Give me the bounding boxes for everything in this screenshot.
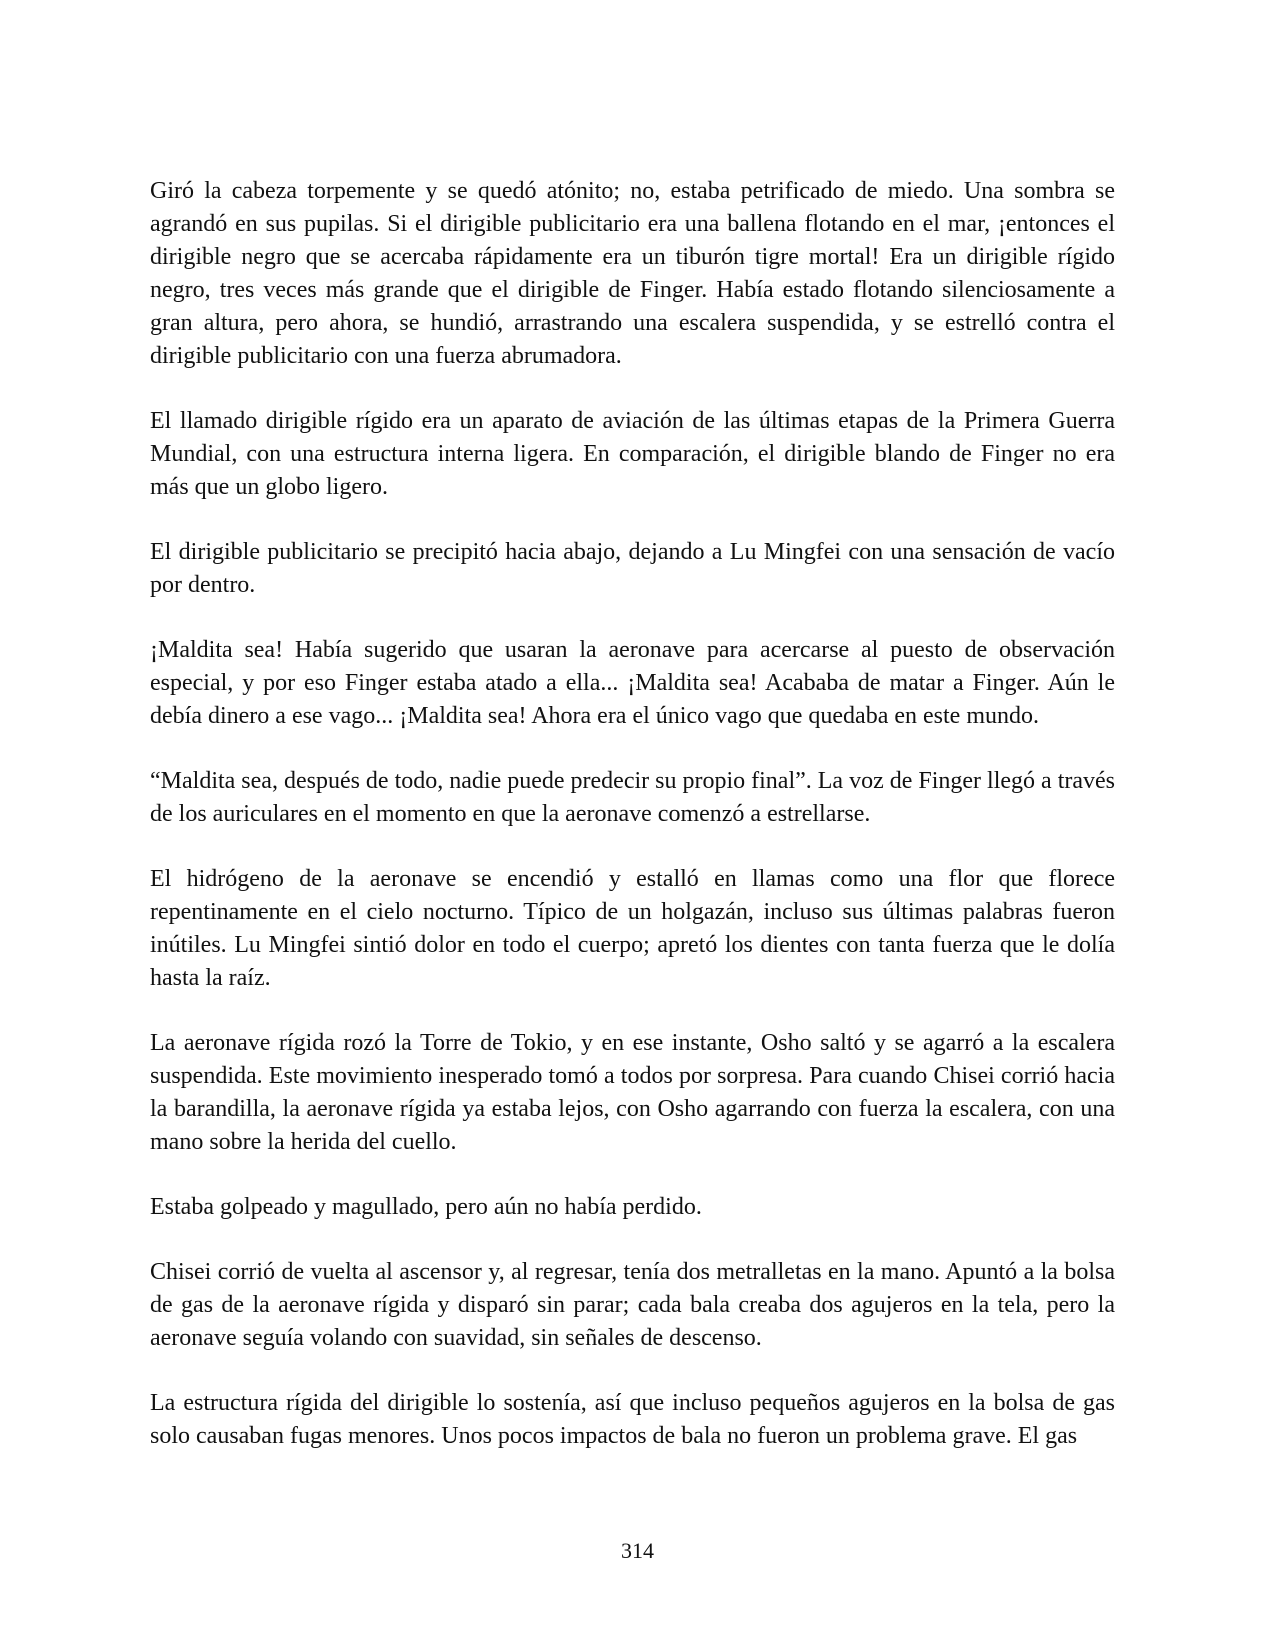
paragraph-7: La aeronave rígida rozó la Torre de Tokio, y en ese instante, Osho saltó y se agarró a la escalera suspendida. Este movimiento inesperado tomó a todos por sorpresa. Para cuando Chisei corrió hacia la barandilla, la aeronave rígida ya estaba lejos, con Osho agarrando con fuerza la escalera, con una mano sobre la herida del cuello. [150,1030,1115,1155]
paragraph-5: “Maldita sea, después de todo, nadie puede predecir su propio final”. La voz de Finger llegó a través de los auriculares en el momento en que la aeronave comenzó a estrellarse. [150,768,1115,827]
page-number: 314 [621,1538,654,1563]
paragraph-10: La estructura rígida del dirigible lo sostenía, así que incluso pequeños agujeros en la bolsa de gas solo causaban fugas menores. Unos pocos impactos de bala no fueron un problema grave. El gas [150,1390,1115,1449]
paragraph-9: Chisei corrió de vuelta al ascensor y, al regresar, tenía dos metralletas en la mano. Apuntó a la bolsa de gas de la aeronave rígida y disparó sin parar; cada bala creaba dos agujeros en la tela, pero la aeronave seguía volando con suavidad, sin señales de descenso. [150,1259,1115,1351]
paragraph-8: Estaba golpeado y magullado, pero aún no había perdido. [150,1194,702,1220]
paragraph-4: ¡Maldita sea! Había sugerido que usaran la aeronave para acercarse al puesto de observación especial, y por eso Finger estaba atado a ella... ¡Maldita sea! Acababa de matar a Finger. Aún le debía dinero a ese vago... ¡Maldita sea! Ahora era el único vago que quedaba en este mundo. [150,637,1115,729]
paragraph-1: Giró la cabeza torpemente y se quedó atónito; no, estaba petrificado de miedo. Una sombra se agrandó en sus pupilas. Si el dirigible publicitario era una ballena flotando en el mar, ¡entonces el dirigible negro que se acercaba rápidamente era un tiburón tigre mortal! Era un dirigible rígido negro, tres veces más grande que el dirigible de Finger. Había estado flotando silenciosamente a gran altura, pero ahora, se hundió, arrastrando una escalera suspendida, y se estrelló contra el dirigible publicitario con una fuerza abrumadora. [150,178,1115,369]
page-body [150,175,1115,1485]
paragraph-6: El hidrógeno de la aeronave se encendió y estalló en llamas como una flor que florece repentinamente en el cielo nocturno. Típico de un holgazán, incluso sus últimas palabras fueron inútiles. Lu Mingfei sintió dolor en todo el cuerpo; apretó los dientes con tanta fuerza que le dolía hasta la raíz. [150,866,1115,991]
paragraph-3: El dirigible publicitario se precipitó hacia abajo, dejando a Lu Mingfei con una sensación de vacío por dentro. [150,539,1115,598]
paragraph-2: El llamado dirigible rígido era un aparato de aviación de las últimas etapas de la Primera Guerra Mundial, con una estructura interna ligera. En comparación, el dirigible blando de Finger no era más que un globo ligero. [150,408,1115,500]
